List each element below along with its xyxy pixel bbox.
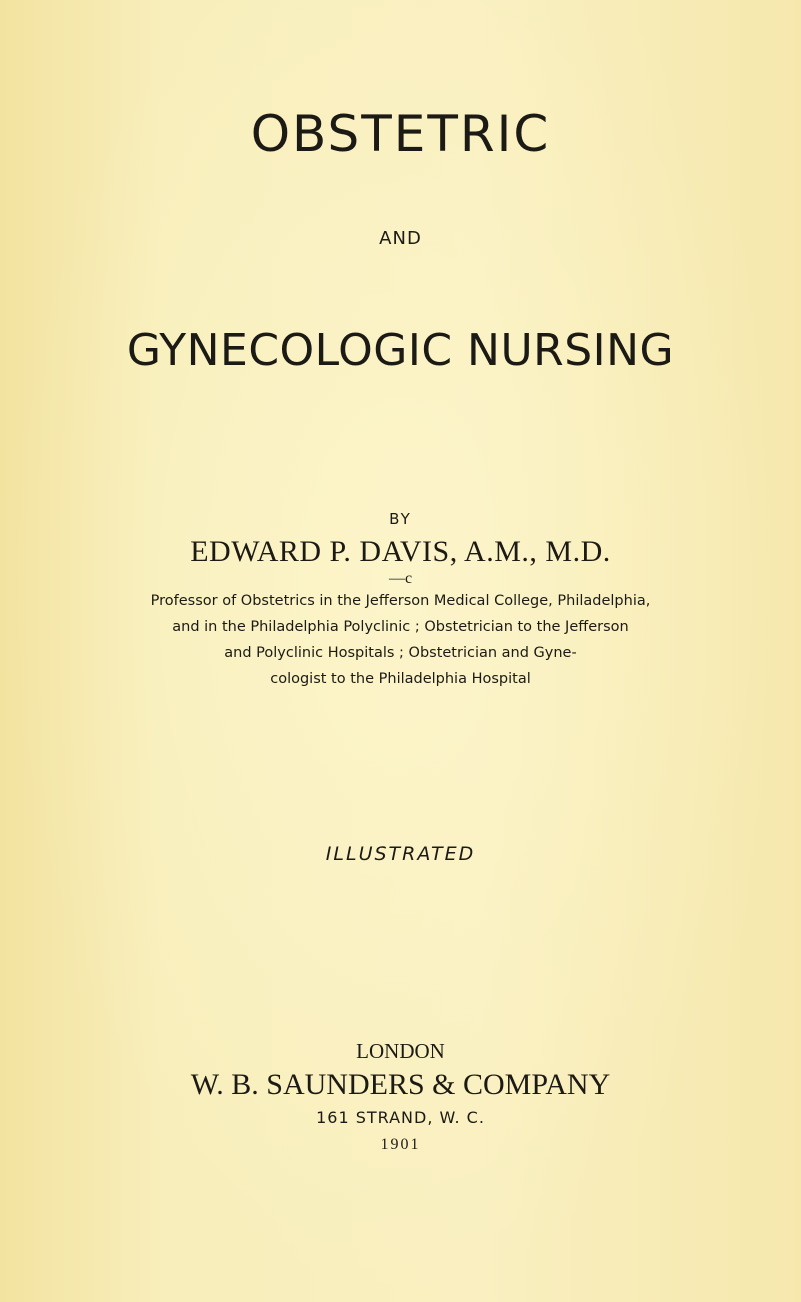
book-title-line-2: GYNECOLOGIC NURSING bbox=[126, 325, 675, 376]
credential-line-4: cologist to the Philadelphia Hospital bbox=[270, 671, 531, 687]
by-label: BY bbox=[389, 510, 412, 528]
credential-line-2: and in the Philadelphia Polyclinic ; Obstetrician to the Jefferson bbox=[172, 619, 629, 635]
publisher-address: 161 STRAND, W. C. bbox=[316, 1108, 485, 1127]
book-title-line-1: OBSTETRIC bbox=[250, 105, 551, 163]
publisher-name: W. B. SAUNDERS & COMPANY bbox=[190, 1068, 611, 1101]
publisher-city: LONDON bbox=[356, 1039, 445, 1063]
illustrated-note: ILLUSTRATED bbox=[325, 843, 476, 865]
title-conjunction: AND bbox=[379, 228, 422, 249]
ornament-mark: —c bbox=[388, 570, 413, 587]
credential-line-3: and Polyclinic Hospitals ; Obstetrician and Gyne- bbox=[224, 645, 577, 661]
author-name: EDWARD P. DAVIS, A.M., M.D. bbox=[190, 535, 611, 568]
credential-line-1: Professor of Obstetrics in the Jefferson Medical College, Philadelphia, bbox=[150, 593, 651, 609]
publication-year: 1901 bbox=[380, 1136, 421, 1153]
